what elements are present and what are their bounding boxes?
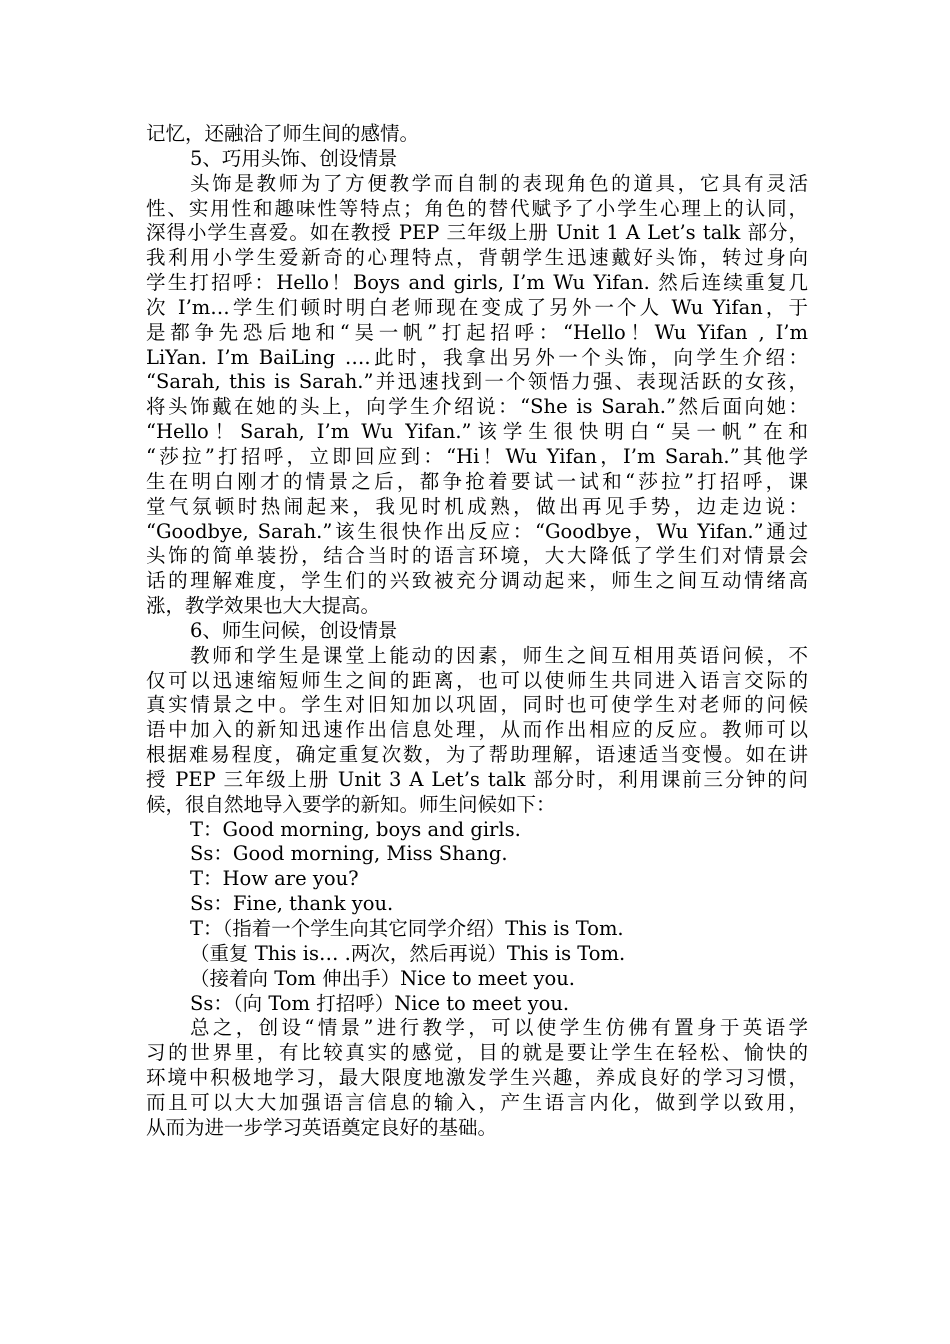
text-line: 次 I’m…学生们顿时明白老师现在变成了另外一个人 Wu Yifan，于 xyxy=(146,295,808,319)
text-line: 堂气氛顿时热闹起来，我见时机成熟，做出再见手势，边走边说： xyxy=(146,494,808,518)
dialogue-line: T：How are you? xyxy=(190,867,359,891)
dialogue-line: （接着向 Tom 伸出手）Nice to meet you. xyxy=(190,966,575,990)
text-line: 生在明白刚才的情景之后，都争抢着要试一试和“莎拉”打招呼，课 xyxy=(146,469,808,493)
section-heading: 5、巧用头饰、创设情景 xyxy=(190,146,398,170)
dialogue-line: Ss：（向 Tom 打招呼）Nice to meet you. xyxy=(190,991,570,1015)
dialogue-line: Ss：Fine, thank you. xyxy=(190,892,394,916)
dialogue-line: Ss：Good morning, Miss Shang. xyxy=(190,842,508,866)
text-line: “Sarah, this is Sarah.”并迅速找到一个领悟力强、表现活跃的女孩， xyxy=(146,370,808,394)
text-line: 涨，教学效果也大大提高。 xyxy=(146,594,381,618)
text-line: 教师和学生是课堂上能动的因素，师生之间互相用英语问候，不 xyxy=(190,643,808,667)
text-line: 从而为进一步学习英语奠定良好的基础。 xyxy=(146,1115,498,1139)
dialogue-line: T：（指着一个学生向其它同学介绍）This is Tom. xyxy=(190,917,624,940)
text-line: 头饰的简单装扮，结合当时的语言环境，大大降低了学生们对情景会 xyxy=(146,544,808,568)
text-line: 深得小学生喜爱。如在教授 PEP 三年级上册 Unit 1 A Let’s talk 部分， xyxy=(146,221,808,245)
text-line: “Hello！Sarah, I’m Wu Yifan.”该学生很快明白“吴一帆”在和 xyxy=(146,420,808,444)
text-line: 而且可以大大加强语言信息的输入，产生语言内化，做到学以致用， xyxy=(146,1090,808,1114)
section-heading: 6、师生问候，创设情景 xyxy=(190,618,398,642)
text-line: 头饰是教师为了方便教学而自制的表现角色的道具，它具有灵活 xyxy=(190,171,808,195)
document-body xyxy=(146,122,808,1141)
text-line: 话的理解难度，学生们的兴致被充分调动起来，师生之间互动情绪高 xyxy=(146,569,808,593)
text-line: 真实情景之中。学生对旧知加以巩固，同时也可使学生对老师的问候 xyxy=(146,693,808,717)
text-line: 授 PEP 三年级上册 Unit 3 A Let’s talk 部分时，利用课前三分钟的问 xyxy=(146,767,808,791)
text-line: 性、实用性和趣味性等特点；角色的替代赋予了小学生心理上的认同， xyxy=(146,196,808,220)
text-line: 将头饰戴在她的头上，向学生介绍说：“She is Sarah.”然后面向她： xyxy=(146,395,808,419)
text-line: 习的世界里，有比较真实的感觉，目的就是要让学生在轻松、愉快的 xyxy=(146,1041,808,1065)
text-line: 记忆，还融洽了师生间的感情。 xyxy=(146,122,420,145)
text-line: 语中加入的新知迅速作出信息处理，从而作出相应的反应。教师可以 xyxy=(146,718,808,742)
text-line: 根据难易程度，确定重复次数，为了帮助理解，语速适当变慢。如在讲 xyxy=(146,743,808,767)
text-line: 总之，创设“情景”进行教学，可以使学生仿佛有置身于英语学 xyxy=(190,1016,808,1040)
text-line: “莎拉”打招呼，立即回应到：“Hi！Wu Yifan，I’m Sarah.”其他学 xyxy=(146,444,808,468)
dialogue-line: （重复 This is… .两次，然后再说）This is Tom. xyxy=(190,941,626,965)
text-line: LiYan. I’m BaiLing ….此时，我拿出另外一个头饰，向学生介绍： xyxy=(146,345,808,369)
text-line: 仅可以迅速缩短师生之间的距离，也可以使师生共同进入语言交际的 xyxy=(146,668,808,692)
text-line: 学生打招呼：Hello！Boys and girls, I’m Wu Yifan. 然后连续重复几 xyxy=(146,271,808,295)
text-line: 候，很自然地导入要学的新知。师生问候如下： xyxy=(146,792,556,816)
text-line: 环境中积极地学习，最大限度地激发学生兴趣，养成良好的学习习惯， xyxy=(146,1066,808,1090)
text-line: 是都争先恐后地和“吴一帆”打起招呼：“Hello！Wu Yifan , I’m xyxy=(146,320,808,344)
dialogue-line: T：Good morning, boys and girls. xyxy=(190,817,521,841)
text-line: “Goodbye, Sarah.”该生很快作出反应：“Goodbye，Wu Yifan.”通过 xyxy=(146,519,808,543)
text-line: 我利用小学生爱新奇的心理特点，背朝学生迅速戴好头饰，转过身向 xyxy=(146,246,808,270)
